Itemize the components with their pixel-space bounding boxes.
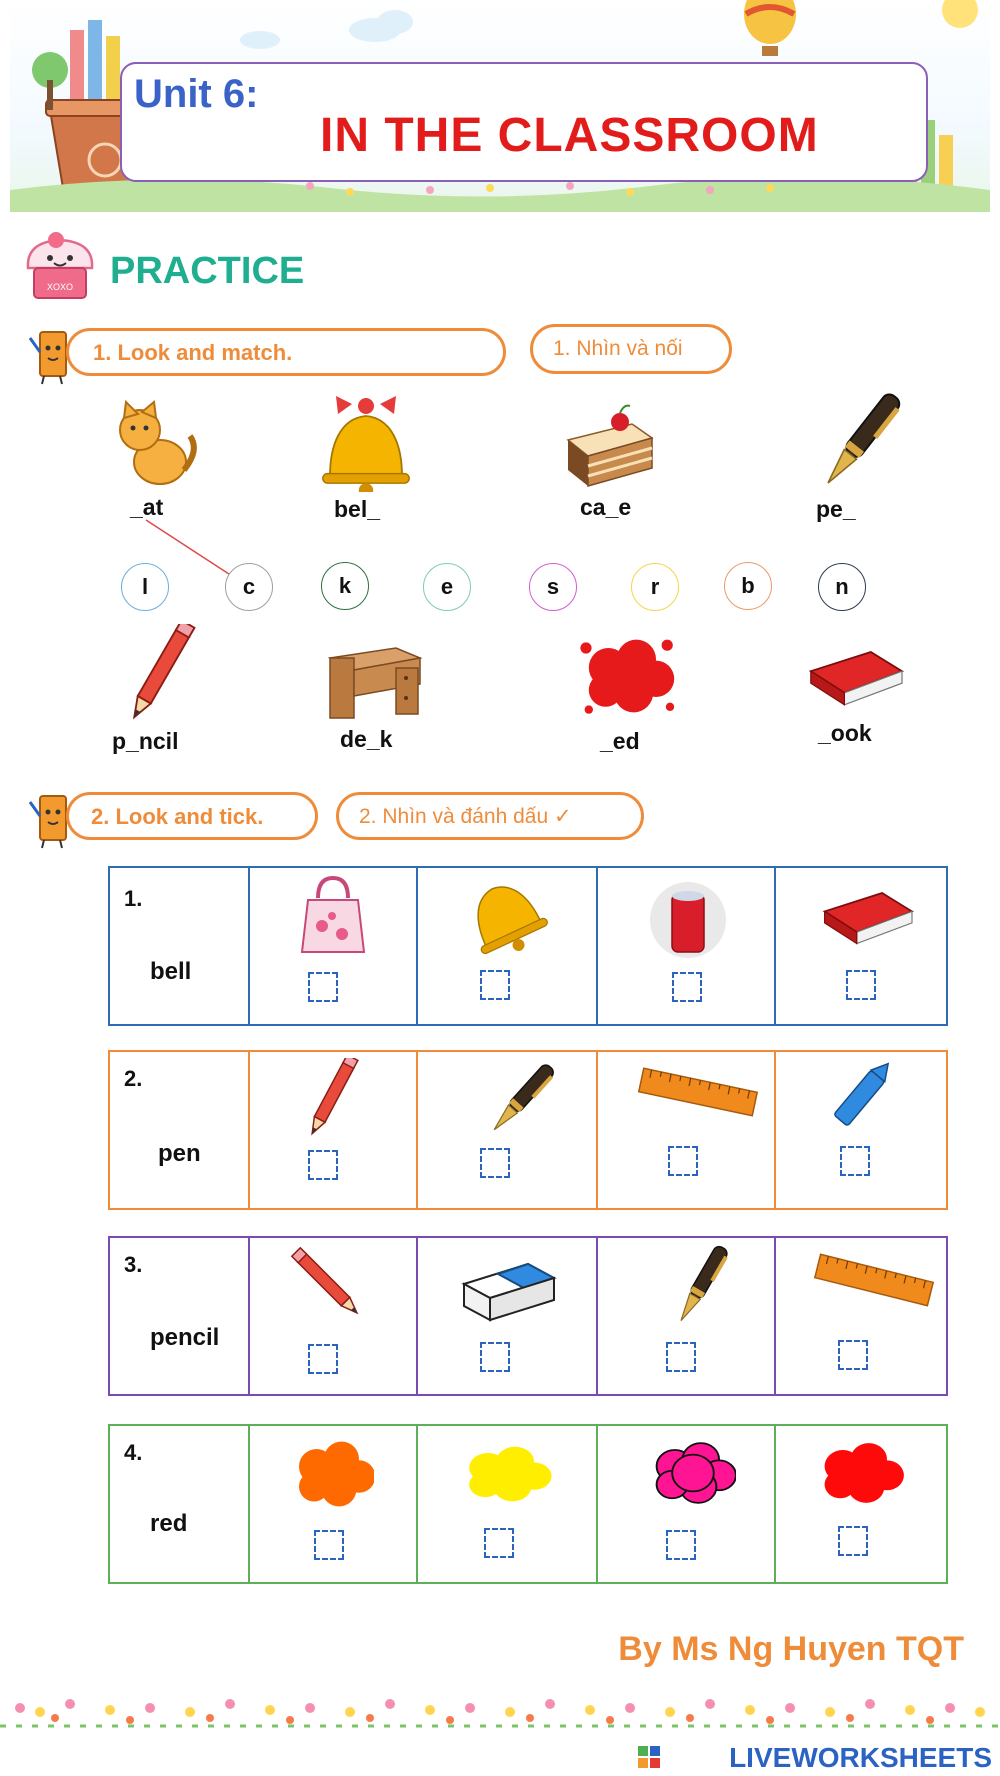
section2-title-pill <box>66 792 318 840</box>
tick-box-2-4[interactable] <box>840 1146 870 1176</box>
tick-box-1-3[interactable] <box>672 972 702 1002</box>
letter-circle-c[interactable]: c <box>225 563 273 611</box>
red-splash-icon <box>580 640 674 714</box>
row-word: bell <box>150 958 192 985</box>
tick-box-2-3[interactable] <box>668 1146 698 1176</box>
letter-circle-s[interactable]: s <box>529 563 577 611</box>
red-blob-icon <box>818 1440 904 1506</box>
crayon-icon <box>816 1058 896 1144</box>
pencil-icon <box>128 624 195 721</box>
pink-blob-icon <box>650 1440 736 1506</box>
tick-box-4-4[interactable] <box>838 1526 868 1556</box>
row-number: 3. <box>124 1252 143 1277</box>
desk-picture <box>326 644 424 724</box>
letter-circle-e[interactable]: e <box>423 563 471 611</box>
letter-circle-r[interactable]: r <box>631 563 679 611</box>
pencil-icon <box>300 1058 360 1144</box>
tick-table-1 <box>108 866 948 1026</box>
eraser-icon <box>458 1244 558 1324</box>
tick-box-3-1[interactable] <box>308 1344 338 1374</box>
match-word-book: _ook <box>818 720 872 746</box>
letter-circle-l[interactable]: l <box>121 563 169 611</box>
row-number: 2. <box>124 1066 143 1091</box>
tick-box-1-4[interactable] <box>846 970 876 1000</box>
match-word-pencil: p_ncil <box>112 728 179 754</box>
flower-icon <box>0 1699 1000 1726</box>
orange-blob-icon <box>294 1440 374 1508</box>
pencil-picture <box>118 624 198 728</box>
handbag-icon <box>298 872 368 958</box>
match-word-cake: ca_e <box>580 494 632 520</box>
tick-table-3 <box>108 1236 948 1396</box>
tick-box-1-2[interactable] <box>480 970 510 1000</box>
flower-border <box>0 1692 1000 1732</box>
letter-circle-b[interactable]: b <box>724 562 772 610</box>
row-word: pen <box>158 1140 201 1167</box>
row-word: red <box>150 1510 188 1537</box>
section2-translation-pill <box>336 792 644 840</box>
book-mascot-icon-2 <box>24 790 70 850</box>
match-word-desk: de_k <box>340 726 393 752</box>
tick-box-4-3[interactable] <box>666 1530 696 1560</box>
pencil-icon <box>290 1244 370 1330</box>
letter-circle-k[interactable]: k <box>321 562 369 610</box>
letter-circle-n[interactable]: n <box>818 563 866 611</box>
pen-icon <box>666 1242 736 1332</box>
section1-translation: 1. Nhìn và nối <box>553 337 683 360</box>
practice-heading: PRACTICE <box>110 250 305 292</box>
match-word-pen: pe_ <box>816 496 856 522</box>
tick-box-3-3[interactable] <box>666 1342 696 1372</box>
row-word: pencil <box>150 1324 220 1351</box>
red-book-icon <box>811 652 902 705</box>
tick-table-4 <box>108 1424 948 1584</box>
book-picture <box>804 640 904 716</box>
tick-box-2-1[interactable] <box>308 1150 338 1180</box>
tick-box-3-4[interactable] <box>838 1340 868 1370</box>
page-title: IN THE CLASSROOM <box>320 109 819 162</box>
match-word-red: _ed <box>600 728 640 754</box>
tick-box-3-2[interactable] <box>480 1342 510 1372</box>
row-number: 1. <box>124 886 143 911</box>
tick-box-2-2[interactable] <box>480 1148 510 1178</box>
author-credit: By Ms Ng Huyen TQT <box>618 1630 964 1668</box>
match-word-bell: bel_ <box>334 496 381 522</box>
row-number: 4. <box>124 1440 143 1465</box>
tick-box-4-1[interactable] <box>314 1530 344 1560</box>
match-word-cat: _at <box>130 494 164 520</box>
ruler-icon <box>628 1062 768 1122</box>
pen-icon <box>486 1058 556 1144</box>
ruler-icon <box>804 1248 944 1314</box>
can-icon <box>642 880 732 960</box>
match-line-layer <box>0 0 1000 620</box>
section2-title: 2. Look and tick. <box>91 804 264 829</box>
liveworksheets-logo-icon <box>638 1746 660 1768</box>
red-splash-picture <box>580 632 676 722</box>
book-icon <box>816 878 916 954</box>
tick-box-4-2[interactable] <box>484 1528 514 1558</box>
tick-box-1-1[interactable] <box>308 972 338 1002</box>
tick-table-2 <box>108 1050 948 1210</box>
desk-icon <box>330 648 420 718</box>
unit-label: Unit 6: <box>134 72 259 116</box>
section1-title: 1. Look and match. <box>93 340 293 365</box>
section2-translation: 2. Nhìn và đánh dấu ✓ <box>359 805 572 828</box>
bell-icon <box>460 878 550 958</box>
cupcake-badge-text: XOXO <box>46 282 74 292</box>
yellow-blob-icon <box>462 1444 552 1504</box>
liveworksheets-brand[interactable]: LIVEWORKSHEETS <box>729 1742 992 1773</box>
